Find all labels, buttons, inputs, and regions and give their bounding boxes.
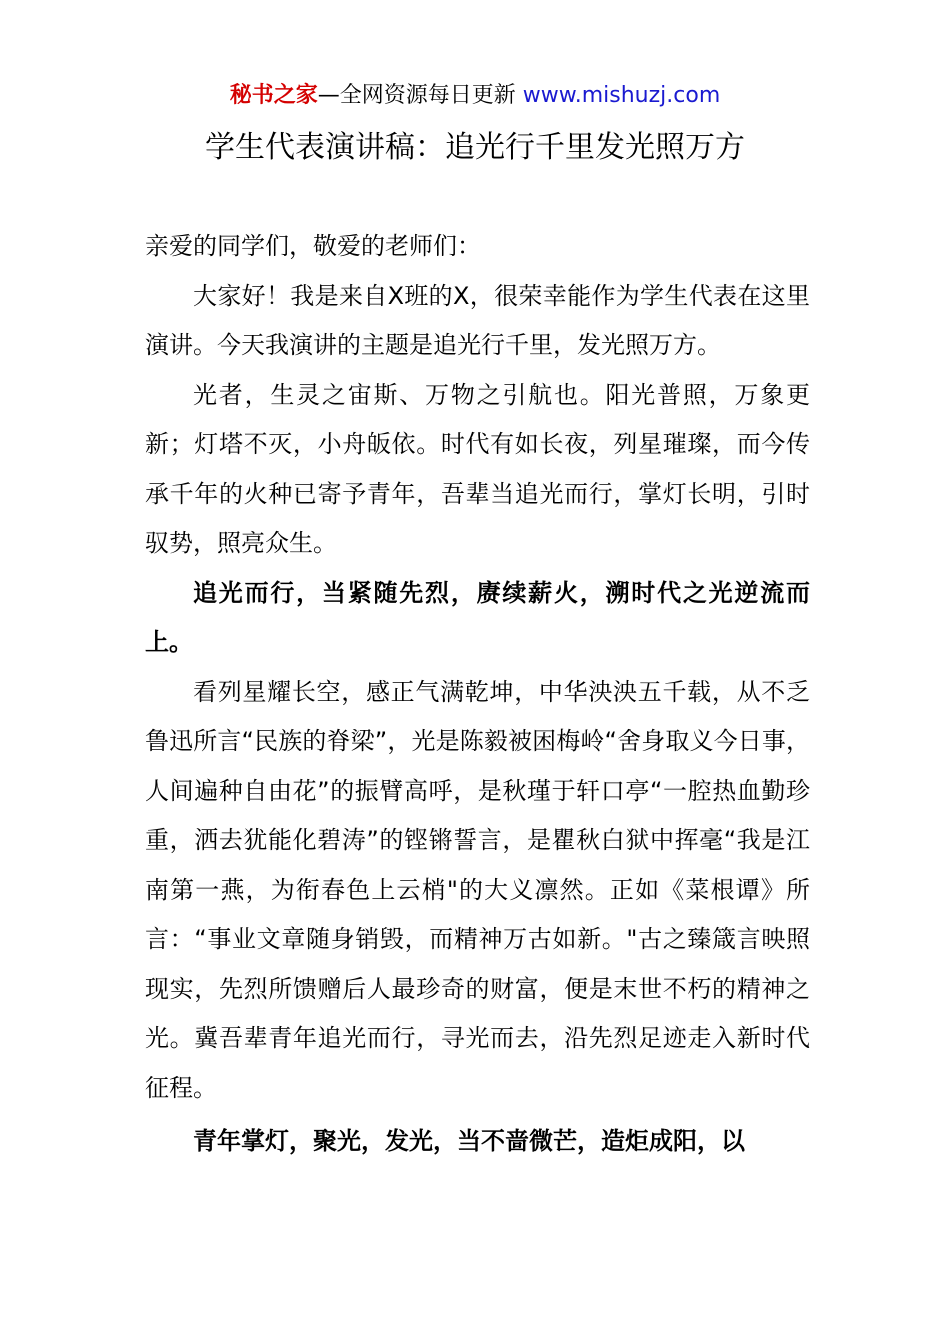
section-heading-1: 追光而行，当紧随先烈，赓续薪火，溯时代之光逆流而上。 xyxy=(145,578,810,656)
greeting-paragraph: 亲爱的同学们，敬爱的老师们： xyxy=(145,232,481,260)
site-url-link[interactable]: www.mishuzj.com xyxy=(522,83,721,108)
site-tagline: —全网资源每日更新 xyxy=(317,83,523,108)
martyrs-paragraph: 看列星耀长空，感正气满乾坤，中华泱泱五千载，从不乏鲁迅所言“民族的脊梁”，光是陈毅被困梅岭“舍身取义今日事，人间遍种自由花”的振臂高呼，是秋瑾于轩口亭“一腔热血勤珍重，洒去犹能化碧涛”的铿锵誓言，是瞿秋白狱中挥毫“我是江南第一燕，为衔春色上云梢"的大义凛然。正如《菜根谭》所言：“事业文章随身销毁，而精神万古如新。"古之臻箴言映照现实，先烈所馈赠后人最珍奇的财富，便是末世不朽的精神之光。冀吾辈青年追光而行，寻光而去，沿先烈足迹走入新时代征程。 xyxy=(145,677,810,1102)
document-body xyxy=(145,222,810,1167)
intro-paragraph: 大家好！我是来自X班的X，很荣幸能作为学生代表在这里演讲。今天我演讲的主题是追光行千里，发光照万方。 xyxy=(145,281,810,359)
section-heading-2: 青年掌灯，聚光，发光，当不啬微芒，造炬成阳，以 xyxy=(193,1127,745,1155)
site-brand: 秘书之家 xyxy=(229,83,318,108)
light-paragraph: 光者，生灵之宙斯、万物之引航也。阳光普照，万象更新；灯塔不灭，小舟皈依。时代有如长夜，列星璀璨，而今传承千年的火种已寄予青年，吾辈当追光而行，掌灯长明，引时驭势，照亮众生。 xyxy=(145,380,810,557)
document-title: 学生代表演讲稿：追光行千里发光照万方 xyxy=(205,130,745,165)
site-header xyxy=(0,80,950,112)
